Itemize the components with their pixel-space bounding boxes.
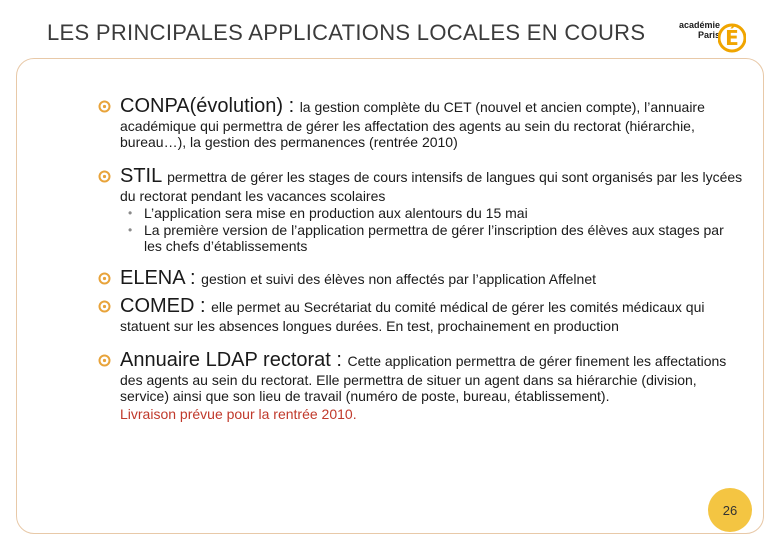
item-heading: ELENA : <box>120 267 202 289</box>
logo-text: académie Paris <box>678 20 720 40</box>
delivery-note: Livraison prévue pour la rentrée 2010. <box>120 406 357 422</box>
sub-item <box>120 222 743 254</box>
item-heading: STIL <box>120 165 168 187</box>
sub-bullet-icon: • <box>128 206 133 220</box>
page-number-badge: 26 <box>708 488 752 532</box>
list-item <box>98 164 743 254</box>
list-item <box>98 294 743 334</box>
item-body: elle permet au Secrétariat du comité médical de gérer les comités médicaux qui statuent sur les absences longues durées. En test, prochainement en production <box>120 299 705 334</box>
sub-bullet-icon: • <box>128 223 133 237</box>
logo-e-icon <box>718 14 746 58</box>
sun-bullet-icon <box>98 100 111 113</box>
sub-item-text: La première version de l’application permettra de gérer l’inscription des élèves aux stages par les chefs d’établissements <box>144 222 724 254</box>
slide-content <box>98 94 743 422</box>
sun-bullet-icon <box>98 170 111 183</box>
list-item <box>98 348 743 422</box>
slide-title: LES PRINCIPALES APPLICATIONS LOCALES EN COURS <box>47 20 646 45</box>
item-heading: CONPA(évolution) : <box>120 95 300 117</box>
sun-bullet-icon <box>98 354 111 367</box>
item-heading: COMED : <box>120 295 212 317</box>
list-item <box>98 266 743 290</box>
sub-item-text: L’application sera mise en production aux alentours du 15 mai <box>144 205 528 221</box>
item-body: la gestion complète du CET (nouvel et ancien compte), l’annuaire académique qui permettra de gérer les affectation des agents au sein du rectorat (hiérarchie, bureau…), la gestion des permanences (rentrée 2010) <box>120 99 705 150</box>
item-heading: Annuaire LDAP rectorat : <box>120 349 348 371</box>
list-item <box>98 94 743 150</box>
item-body: gestion et suivi des élèves non affectés par l’application Affelnet <box>201 271 597 287</box>
sub-item <box>120 205 743 221</box>
item-body: permettra de gérer les stages de cours intensifs de langues qui sont organisés par les lycées du rectorat pendant les vacances scolaires <box>120 169 743 204</box>
sun-bullet-icon <box>98 300 111 313</box>
sun-bullet-icon <box>98 272 111 285</box>
item-body: Cette application permettra de gérer finement les affectations des agents au sein du rectorat. Elle permettra de situer un agent dans sa hiérarchie (division, service) ainsi que son lieu de travail (numéro de poste, bureau, établissement). <box>120 353 727 404</box>
academie-logo <box>676 10 748 58</box>
svg-text:É: É <box>725 26 739 50</box>
